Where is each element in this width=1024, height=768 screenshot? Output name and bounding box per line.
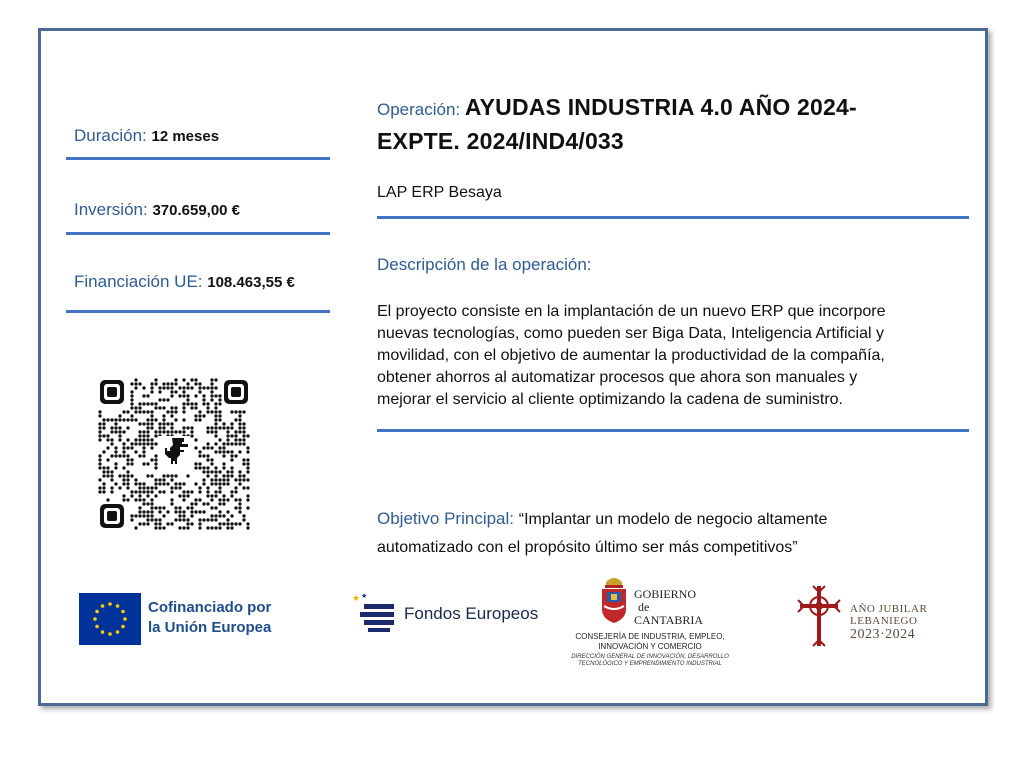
descripcion-line: mejorar el servicio al cliente optimizando la cadena de suministro.: [377, 391, 843, 408]
fondos-europeos-text: Fondos Europeos: [404, 604, 539, 623]
svg-text:★: ★: [361, 592, 368, 600]
operacion-title-line1: AYUDAS INDUSTRIA 4.0 AÑO 2024-: [464, 94, 857, 120]
consejeria-text: [570, 632, 730, 652]
divider-duracion: [66, 157, 330, 160]
operacion-label: Operación:: [377, 100, 465, 119]
eu-star: [95, 610, 99, 614]
eu-star: [93, 617, 97, 621]
gobierno-cantabria-text: [634, 588, 703, 627]
objetivo-label: Objetivo Principal:: [377, 509, 519, 528]
eu-star: [101, 630, 105, 634]
duracion-field: [74, 126, 219, 146]
eu-star: [121, 610, 125, 614]
gob-line3: CANTABRIA: [634, 613, 704, 627]
eu-star: [101, 604, 105, 608]
financiacion-value: 108.463,55 €: [207, 274, 295, 291]
gob-dir2: TECNOLÓGICO Y EMPRENDIMIENTO INDUSTRIAL: [578, 661, 722, 667]
gob-dir1: DIRECCIÓN GENERAL DE INNOVACIÓN, DESARROLLO: [571, 654, 729, 660]
duracion-label: Duración:: [74, 126, 152, 145]
eu-star: [95, 625, 99, 629]
objetivo-line2: automatizado con el propósito último ser más competitivos”: [377, 539, 798, 556]
gob-cons1: CONSEJERÍA DE INDUSTRIA, EMPLEO,: [575, 632, 725, 641]
descripcion-line: nuevas tecnologías, como pueden ser Biga Data, Inteligencia Artificial y: [377, 325, 884, 342]
inversion-value: 370.659,00 €: [152, 202, 241, 219]
eu-star: [116, 604, 120, 608]
jubilar-text: [850, 603, 927, 643]
qr-code[interactable]: [98, 378, 250, 530]
eu-star: [108, 602, 112, 606]
eu-star: [108, 632, 112, 636]
fondos-europeos-icon: [350, 592, 398, 634]
divider-operacion: [377, 216, 969, 219]
operacion-block: [377, 94, 967, 121]
descripcion-label: Descripción de la operación:: [377, 255, 592, 274]
inversion-label: Inversión:: [74, 200, 153, 219]
jub-line3: 2023·2024: [850, 627, 916, 642]
descripcion-line: El proyecto consiste en la implantación de un nuevo ERP que incorpore: [377, 303, 886, 320]
eu-star: [121, 625, 125, 629]
descripcion-line: obtener ahorros al automatizar procesos que ahora son manuales y: [377, 369, 858, 386]
divider-financiacion: [66, 310, 330, 313]
direccion-general-text: [570, 654, 730, 668]
descripcion-text: [377, 301, 977, 411]
gob-line1: GOBIERNO: [634, 587, 696, 601]
eu-cofinanciado-text: [148, 598, 271, 638]
operacion-title-line2: EXPTE. 2024/IND4/033: [377, 128, 624, 154]
descripcion-line: movilidad, con el objetivo de aumentar la productividad de la compañía,: [377, 347, 885, 364]
lebaniego-cross-icon: [796, 584, 842, 648]
operacion-name: LAP ERP Besaya: [377, 184, 502, 201]
gob-cons2: INNOVACIÓN Y COMERCIO: [598, 642, 702, 651]
financiacion-label: Financiación UE:: [74, 272, 208, 291]
eu-line1: Cofinanciado por: [148, 599, 272, 616]
inversion-field: [74, 200, 240, 220]
duracion-value: 12 meses: [151, 128, 220, 145]
financiacion-field: [74, 272, 295, 292]
objetivo-line1: “Implantar un modelo de negocio altamente: [518, 511, 828, 528]
dinosaur-icon: [158, 436, 190, 470]
eu-star: [123, 617, 127, 621]
jub-line1: AÑO JUBILAR: [850, 603, 928, 615]
svg-text:★: ★: [352, 594, 361, 604]
cantabria-coat-of-arms-icon: [598, 576, 630, 624]
objetivo-block: [377, 508, 977, 559]
eu-star: [116, 630, 120, 634]
qr-finder-bottom-left: [100, 504, 124, 528]
divider-descripcion: [377, 429, 969, 432]
divider-inversion: [66, 232, 330, 235]
gob-line2: de: [638, 600, 650, 614]
eu-flag-icon: [79, 593, 141, 645]
qr-finder-top-right: [224, 380, 248, 404]
jub-line2: LEBANIEGO: [850, 615, 918, 627]
eu-line2: la Unión Europea: [148, 619, 272, 636]
qr-finder-top-left: [100, 380, 124, 404]
